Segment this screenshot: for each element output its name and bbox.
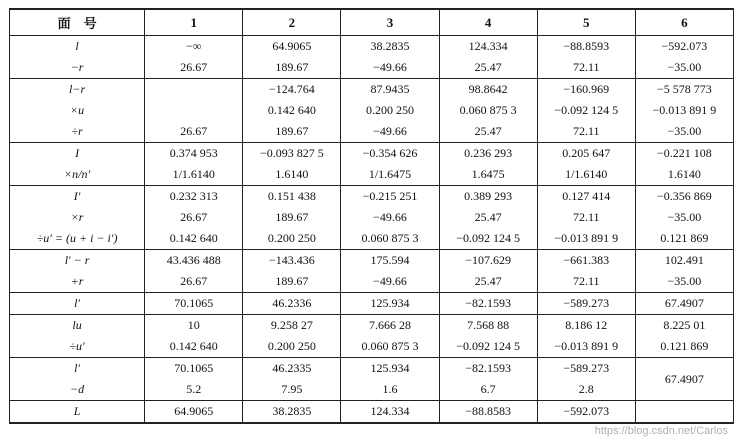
- table-cell: −0.354 626: [341, 143, 439, 165]
- table-cell: 0.236 293: [439, 143, 537, 165]
- row-label: I′: [10, 186, 145, 208]
- table-cell: 67.4907: [635, 293, 733, 315]
- table-cell: 70.1065: [145, 293, 243, 315]
- table-cell: −0.013 891 9: [537, 228, 635, 250]
- table-cell: 1.6475: [439, 164, 537, 186]
- table-cell: 1/1.6475: [341, 164, 439, 186]
- table-row: [10, 57, 734, 79]
- header-surface-3: 3: [341, 9, 439, 36]
- ray-trace-table: [9, 8, 734, 424]
- table-cell: 7.666 28: [341, 315, 439, 337]
- table-body: [10, 36, 734, 424]
- table-cell: 72.11: [537, 121, 635, 143]
- table-cell: 8.225 01: [635, 315, 733, 337]
- table-cell: −0.356 869: [635, 186, 733, 208]
- table-cell: 25.47: [439, 57, 537, 79]
- table-row: [10, 100, 734, 121]
- table-cell: 125.934: [341, 293, 439, 315]
- table-cell: 0.151 438: [243, 186, 341, 208]
- table-cell: −160.969: [537, 79, 635, 101]
- table-cell: 189.67: [243, 207, 341, 228]
- table-cell: 125.934: [341, 358, 439, 380]
- table-cell: 5.2: [145, 379, 243, 401]
- table-row: [10, 379, 734, 401]
- table-cell: 0.142 640: [145, 228, 243, 250]
- row-label: ×r: [10, 207, 145, 228]
- table-cell: −0.215 251: [341, 186, 439, 208]
- table-cell: 25.47: [439, 207, 537, 228]
- table-cell: −661.383: [537, 250, 635, 272]
- table-cell: 124.334: [341, 401, 439, 424]
- table-cell: [145, 79, 243, 101]
- table-cell: −589.273: [537, 358, 635, 380]
- header-surface-2: 2: [243, 9, 341, 36]
- table-row: [10, 228, 734, 250]
- table-row: [10, 207, 734, 228]
- table-cell: 0.142 640: [243, 100, 341, 121]
- table-cell: −88.8593: [537, 36, 635, 58]
- table-cell: 0.200 250: [341, 100, 439, 121]
- table-cell: −49.66: [341, 271, 439, 293]
- table-row: [10, 336, 734, 358]
- table-cell: 0.142 640: [145, 336, 243, 358]
- table-cell: −82.1593: [439, 358, 537, 380]
- table-cell: −88.8583: [439, 401, 537, 424]
- table-cell: 25.47: [439, 271, 537, 293]
- table-cell: 26.67: [145, 207, 243, 228]
- watermark: https://blog.csdn.net/Carlos: [594, 425, 728, 437]
- table-cell: 0.060 875 3: [341, 228, 439, 250]
- table-cell: −0.092 124 5: [439, 228, 537, 250]
- table-cell: 9.258 27: [243, 315, 341, 337]
- table-cell: −82.1593: [439, 293, 537, 315]
- table-cell: 38.2835: [341, 36, 439, 58]
- header-row: [10, 9, 734, 36]
- table-cell: 26.67: [145, 57, 243, 79]
- table-cell: 175.594: [341, 250, 439, 272]
- row-label: l′ − r: [10, 250, 145, 272]
- table-cell: 46.2336: [243, 293, 341, 315]
- row-label: +r: [10, 271, 145, 293]
- table-cell: 0.127 414: [537, 186, 635, 208]
- table-cell: −35.00: [635, 121, 733, 143]
- table-cell: 72.11: [537, 207, 635, 228]
- table-cell: −589.273: [537, 293, 635, 315]
- table-cell: 0.200 250: [243, 336, 341, 358]
- table-cell: −0.093 827 5: [243, 143, 341, 165]
- table-cell: 0.060 875 3: [341, 336, 439, 358]
- row-label: ÷u′ = (u + i − i′): [10, 228, 145, 250]
- table-cell: 64.9065: [145, 401, 243, 424]
- table-row: [10, 164, 734, 186]
- header-surface-1: 1: [145, 9, 243, 36]
- table-cell: 72.11: [537, 57, 635, 79]
- table-cell: −0.092 124 5: [439, 336, 537, 358]
- row-label: ×n/n′: [10, 164, 145, 186]
- table-cell: 1.6140: [243, 164, 341, 186]
- row-label: lu: [10, 315, 145, 337]
- table-cell: 0.389 293: [439, 186, 537, 208]
- table-row: [10, 36, 734, 58]
- table-cell: 0.121 869: [635, 336, 733, 358]
- table-cell: −143.436: [243, 250, 341, 272]
- table-row: [10, 293, 734, 315]
- row-label: −d: [10, 379, 145, 401]
- row-label: −r: [10, 57, 145, 79]
- table-cell: −0.221 108: [635, 143, 733, 165]
- row-label: l′: [10, 293, 145, 315]
- table-cell: −5 578 773: [635, 79, 733, 101]
- table-row: [10, 401, 734, 424]
- table-cell: 124.334: [439, 36, 537, 58]
- table-cell: −124.764: [243, 79, 341, 101]
- table-row: [10, 250, 734, 272]
- table-cell: 1.6140: [635, 164, 733, 186]
- table-cell: 0.060 875 3: [439, 100, 537, 121]
- table-cell: −592.073: [537, 401, 635, 424]
- table-cell: 87.9435: [341, 79, 439, 101]
- table-cell: −0.092 124 5: [537, 100, 635, 121]
- table-cell: −592.073: [635, 36, 733, 58]
- table-cell: −35.00: [635, 207, 733, 228]
- table-cell: 25.47: [439, 121, 537, 143]
- table-cell: 10: [145, 315, 243, 337]
- row-label: L: [10, 401, 145, 424]
- header-surface-6: 6: [635, 9, 733, 36]
- header-surface-label: 面 号: [10, 9, 145, 36]
- row-label: I: [10, 143, 145, 165]
- table-cell: [145, 100, 243, 121]
- table-cell: 102.491: [635, 250, 733, 272]
- table-cell: 8.186 12: [537, 315, 635, 337]
- table-cell: 64.9065: [243, 36, 341, 58]
- table-cell: −35.00: [635, 271, 733, 293]
- table-cell: 1.6: [341, 379, 439, 401]
- table-cell: 26.67: [145, 121, 243, 143]
- header-surface-4: 4: [439, 9, 537, 36]
- row-label: ×u: [10, 100, 145, 121]
- table-row: [10, 186, 734, 208]
- table-cell: −∞: [145, 36, 243, 58]
- table-cell: [635, 401, 733, 424]
- table-row: [10, 143, 734, 165]
- table-cell: 0.374 953: [145, 143, 243, 165]
- table-cell: 98.8642: [439, 79, 537, 101]
- table-cell: 0.232 313: [145, 186, 243, 208]
- table-cell: 72.11: [537, 271, 635, 293]
- table-row: [10, 271, 734, 293]
- row-label: l′: [10, 358, 145, 380]
- table-cell: −49.66: [341, 207, 439, 228]
- table-cell: 26.67: [145, 271, 243, 293]
- table-cell: 43.436 488: [145, 250, 243, 272]
- table-cell: 0.200 250: [243, 228, 341, 250]
- table-cell: −0.013 891 9: [635, 100, 733, 121]
- table-cell: 6.7: [439, 379, 537, 401]
- table-cell: −49.66: [341, 121, 439, 143]
- row-label: l−r: [10, 79, 145, 101]
- table-cell: 7.568 88: [439, 315, 537, 337]
- table-cell: 46.2335: [243, 358, 341, 380]
- table-cell: 0.121 869: [635, 228, 733, 250]
- table-cell: 189.67: [243, 57, 341, 79]
- table-cell: −0.013 891 9: [537, 336, 635, 358]
- table-row: [10, 121, 734, 143]
- table-row: [10, 79, 734, 101]
- row-label: l: [10, 36, 145, 58]
- table-cell: 67.4907: [635, 358, 733, 401]
- table-row: [10, 315, 734, 337]
- table-cell: 1/1.6140: [145, 164, 243, 186]
- table-cell: −49.66: [341, 57, 439, 79]
- row-label: ÷u′: [10, 336, 145, 358]
- table-cell: −35.00: [635, 57, 733, 79]
- table-cell: −107.629: [439, 250, 537, 272]
- table-cell: 2.8: [537, 379, 635, 401]
- header-surface-5: 5: [537, 9, 635, 36]
- table-cell: 189.67: [243, 271, 341, 293]
- table-cell: 38.2835: [243, 401, 341, 424]
- table-row: [10, 358, 734, 380]
- table-cell: 7.95: [243, 379, 341, 401]
- table-cell: 0.205 647: [537, 143, 635, 165]
- row-label: ÷r: [10, 121, 145, 143]
- table-cell: 189.67: [243, 121, 341, 143]
- table-cell: 70.1065: [145, 358, 243, 380]
- table-cell: 1/1.6140: [537, 164, 635, 186]
